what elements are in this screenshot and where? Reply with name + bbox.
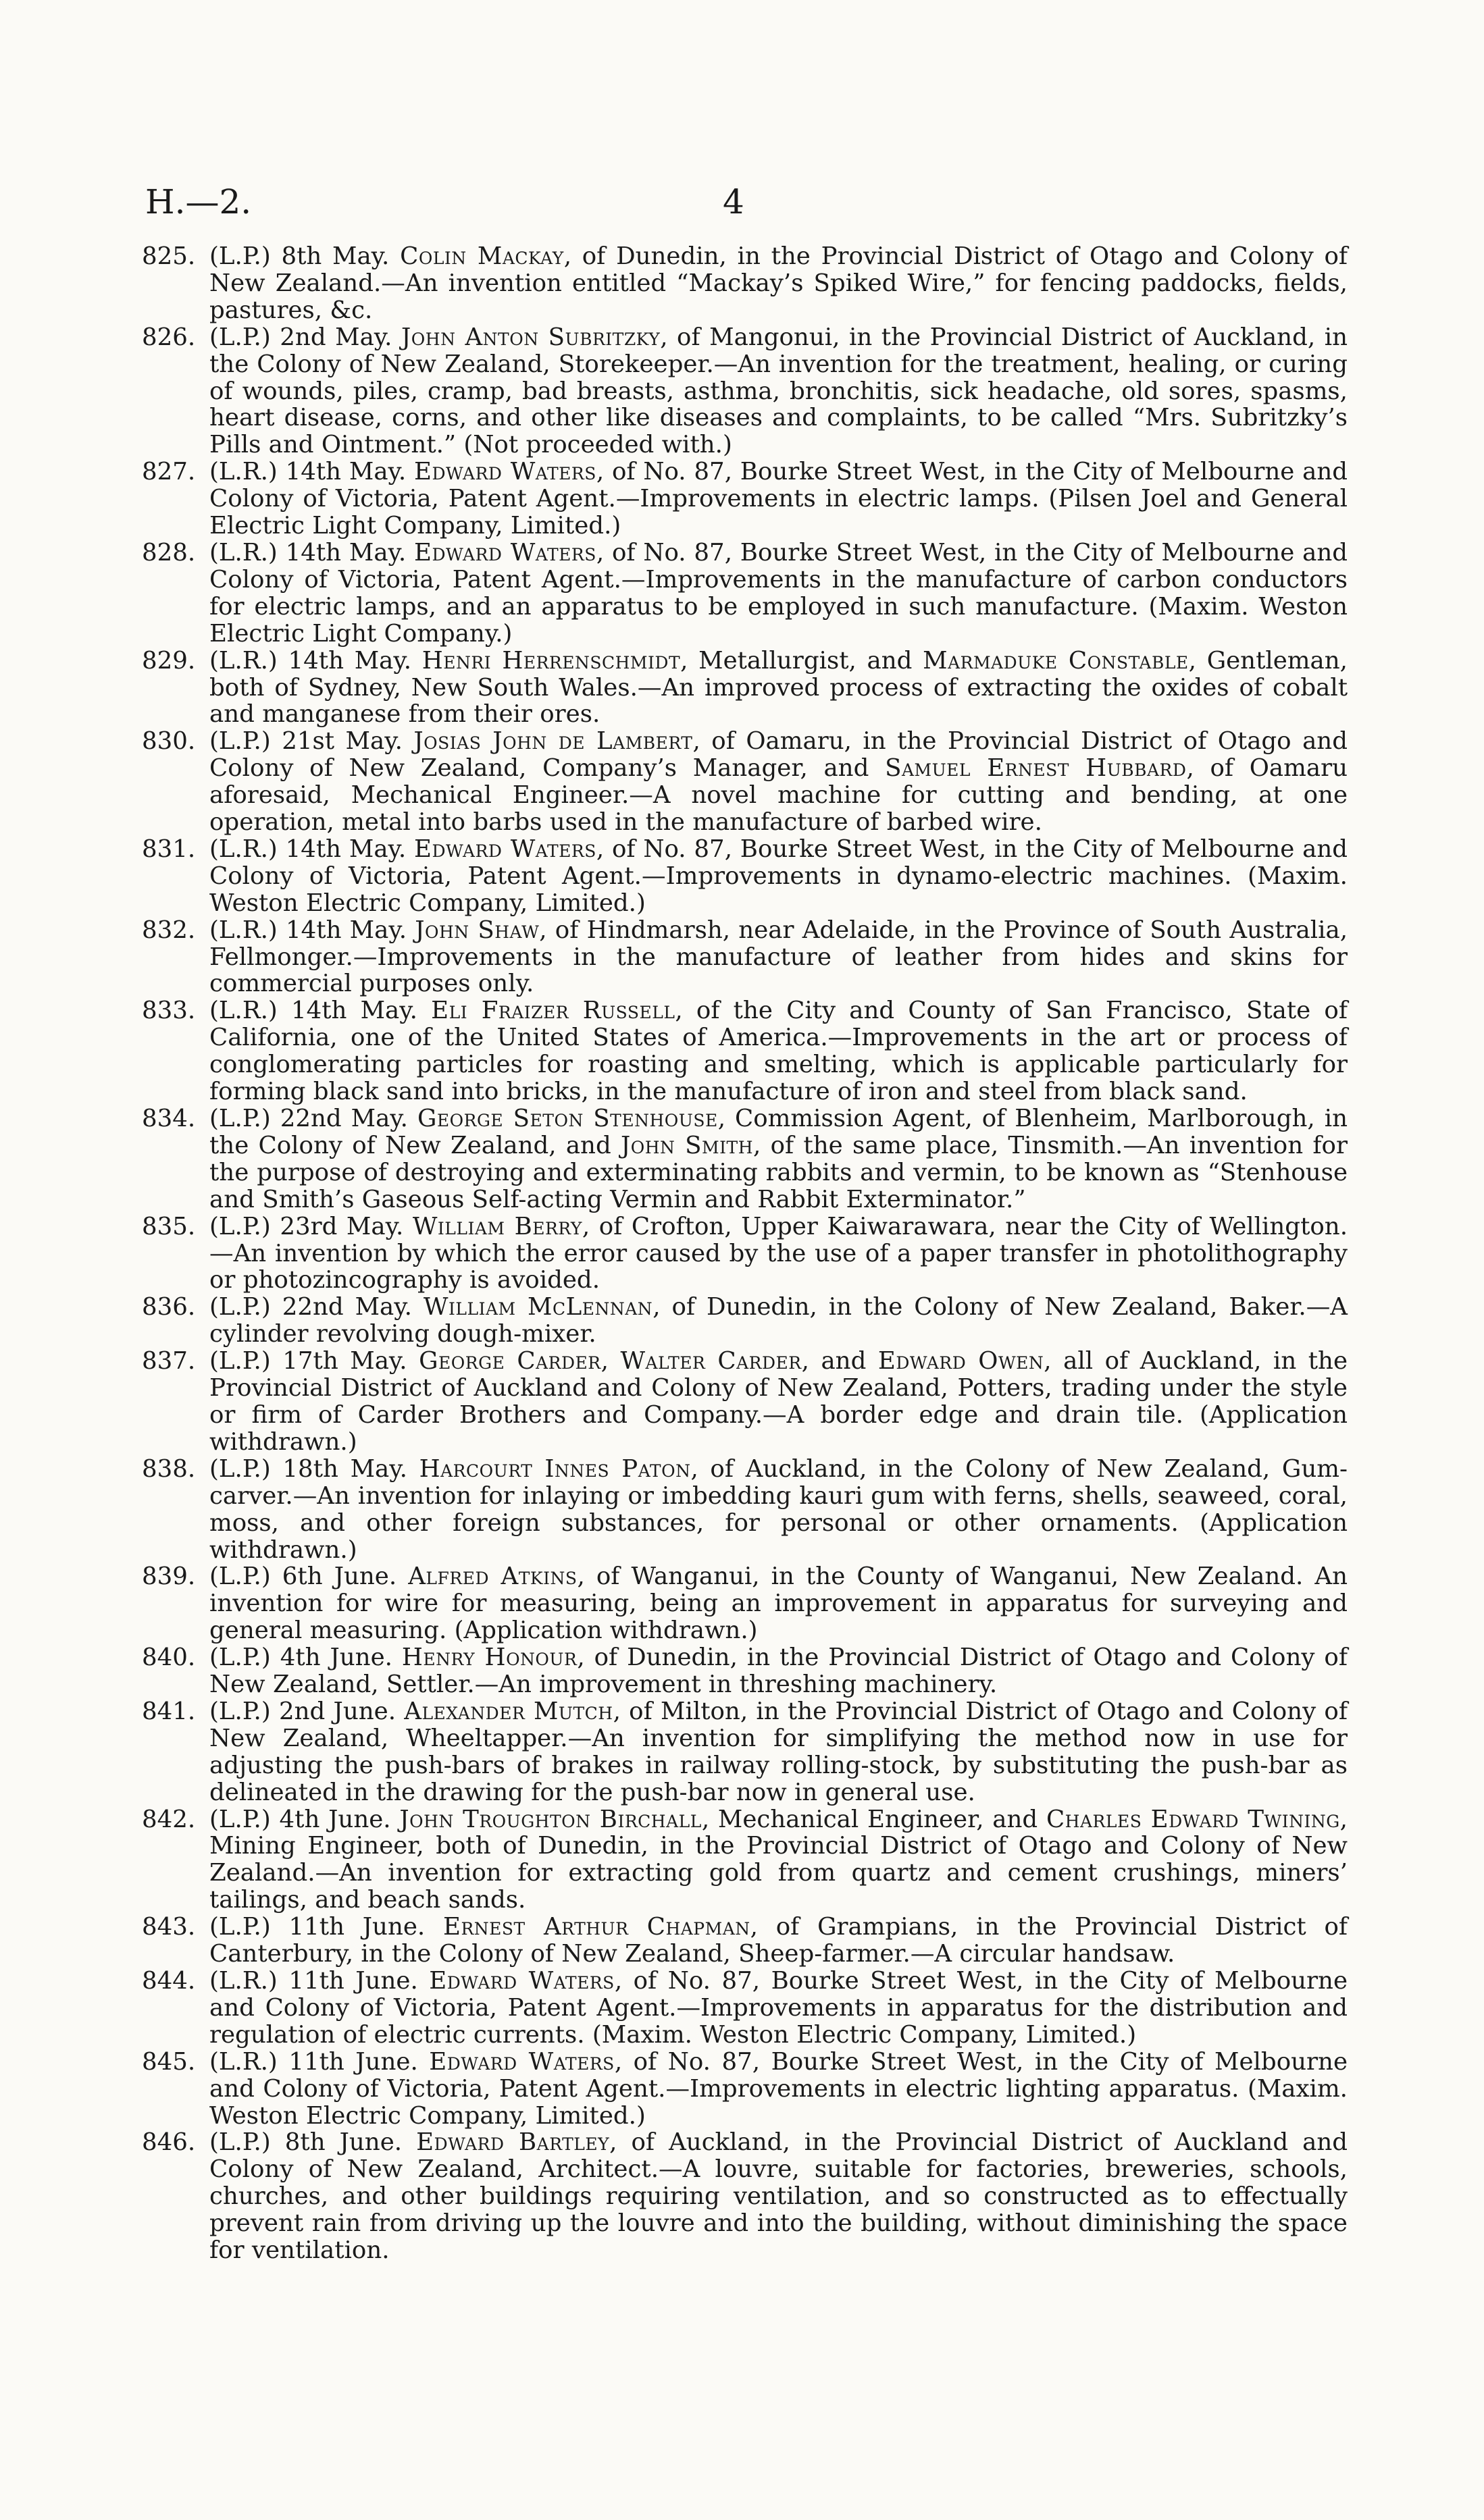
applicant-name: Edward Waters <box>414 538 596 567</box>
entry-number: 832. <box>142 916 196 944</box>
entry-number: 828. <box>142 538 196 567</box>
entry-number: 844. <box>142 1967 196 1995</box>
entry-text: Ernest Arthur Chapman, of Grampians, in the Provincial District of Canterbury, in the Colony of New Zealand, Sheep-farmer.—A circular handsaw. <box>209 1913 1348 1968</box>
patent-entry <box>142 1456 1348 1564</box>
entry-number: 843. <box>142 1913 196 1941</box>
entry-date: 14th May. <box>285 835 407 863</box>
entry-number: 840. <box>142 1644 196 1672</box>
entry-date: 14th May. <box>290 997 417 1025</box>
patent-entry <box>142 917 1348 998</box>
entry-text: Josias John de Lambert, of Oamaru, in the Provincial District of Otago and Colony of New Zealand, Company’s Manager, and Samuel Ernest Hubbard, of Oamaru aforesaid, Mechanical Engineer.—A novel machine for cutting and bending, at one operation, metal into barbs used in the manufacture of barbed wire. <box>209 727 1348 837</box>
applicant-name: Edward Bartley <box>416 2128 610 2157</box>
entry-number: 830. <box>142 727 196 756</box>
entry-number: 825. <box>142 242 196 270</box>
entry-number: 842. <box>142 1805 196 1833</box>
applicant-name: Edward Waters <box>429 2047 615 2076</box>
entry-text: George Carder, Walter Carder, and Edward Owen, all of Auckland, in the Provincial District of Auckland and Colony of New Zealand, Potters, trading under the style or firm of Carder Brothers and Company.—A border edge and drain tile. (Application withdrawn.) <box>209 1347 1348 1456</box>
entry-date: 11th June. <box>288 1913 426 1941</box>
applicant-name: Harcourt Innes Paton <box>419 1454 691 1483</box>
entry-type: (L.R.) <box>209 458 278 486</box>
entry-date: 2nd May. <box>280 323 392 351</box>
applicant-name: George Carder <box>419 1347 601 1375</box>
entry-text: Eli Fraizer Russell, of the City and County of San Francisco, State of California, one of the United States of America.—Improvements in the art or process of conglomerating particles for roasting and smelting, which is applicable particularly for forming black sand into bricks, in the manufacture of iron and steel from black sand. <box>209 997 1348 1106</box>
applicant-name: Marmaduke Constable <box>923 646 1189 675</box>
entry-date: 22nd May. <box>282 1293 412 1321</box>
entry-number: 837. <box>142 1347 196 1375</box>
entry-text: John Anton Subritzky, of Mangonui, in the Provincial District of Auckland, in the Colony of New Zealand, Storekeeper.—An invention for the treatment, healing, or curing of wounds, piles, cramp, bad breasts, asthma, bronchitis, sick headache, old sores, spasms, heart disease, corns, and other like diseases and complaints, to be called “Mrs. Subritzky’s Pills and Ointment.” (Not proceeded with.) <box>209 323 1348 459</box>
patent-entry <box>142 1348 1348 1456</box>
patent-entry <box>142 1698 1348 1806</box>
patent-entry <box>142 1213 1348 1294</box>
entry-type: (L.R.) <box>209 835 278 863</box>
entry-text: Edward Waters, of No. 87, Bourke Street West, in the City of Melbourne and Colony of Victoria, Patent Agent.—Improvements in dynamo-electric machines. (Maxim. Weston Electric Company, Limited.) <box>209 835 1348 917</box>
entry-text: Edward Waters, of No. 87, Bourke Street West, in the City of Melbourne and Colony of Victoria, Patent Agent.—Improvements in apparatus for the distribution and regulation of electric currents. (Maxim. Weston Electric Company, Limited.) <box>209 1967 1348 2049</box>
applicant-name: Walter Carder <box>620 1347 802 1375</box>
entry-date: 23rd May. <box>280 1212 404 1240</box>
applicant-name: Charles Edward Twining <box>1046 1805 1340 1833</box>
applicant-name: Alexander Mutch <box>404 1697 613 1725</box>
applicant-name: John Shaw <box>415 916 540 944</box>
entry-text: William McLennan, of Dunedin, in the Colony of New Zealand, Baker.—A cylinder revolving dough-mixer. <box>209 1293 1348 1348</box>
patent-entry <box>142 324 1348 459</box>
applicant-name: John Anton Subritzky <box>401 323 661 351</box>
entry-number: 836. <box>142 1293 196 1321</box>
patent-entry <box>142 540 1348 648</box>
patent-entry <box>142 1105 1348 1213</box>
entry-number: 845. <box>142 2047 196 2076</box>
applicant-name: Ernest Arthur Chapman <box>443 1913 750 1941</box>
entry-type: (L.P.) <box>209 1563 271 1591</box>
applicant-name: Samuel Ernest Hubbard <box>885 754 1187 783</box>
entry-type: (L.P.) <box>209 242 271 270</box>
entry-number: 831. <box>142 835 196 863</box>
entry-number: 838. <box>142 1454 196 1483</box>
entry-type: (L.R.) <box>209 997 278 1025</box>
entry-type: (L.R.) <box>209 2047 278 2076</box>
applicant-name: Alfred Atkins <box>408 1563 578 1591</box>
entry-type: (L.R.) <box>209 538 278 567</box>
entry-text: Edward Bartley, of Auckland, in the Provincial District of Auckland and Colony of New Zealand, Architect.—A louvre, suitable for factories, breweries, schools, churches, and other buildings requiring ventilation, and so constructed as to effectually prevent rain from driving up the louvre and into the building, without diminishing the space for ventilation. <box>209 2128 1348 2265</box>
patent-entry <box>142 1644 1348 1698</box>
entry-type: (L.P.) <box>209 1913 271 1941</box>
entry-type: (L.R.) <box>209 646 278 675</box>
entry-type: (L.P.) <box>209 727 271 756</box>
entry-date: 18th May. <box>282 1454 407 1483</box>
entry-text: Alexander Mutch, of Milton, in the Provincial District of Otago and Colony of New Zealand, Wheeltapper.—An invention for simplifying the method now in use for adjusting the push-bars of brakes in railway rolling-stock, by substituting the push-bar as delineated in the drawing for the push-bar now in general use. <box>209 1697 1348 1806</box>
page-header <box>145 182 1334 236</box>
entry-text: George Seton Stenhouse, Commission Agent, of Blenheim, Marlborough, in the Colony of New Zealand, and John Smith, of the same place, Tinsmith.—An invention for the purpose of destroying and exterminating rabbits and vermin, to be known as “Stenhouse and Smith’s Gaseous Self-acting Vermin and Rabbit Exterminator.” <box>209 1105 1348 1213</box>
entry-number: 841. <box>142 1697 196 1725</box>
entry-number: 826. <box>142 323 196 351</box>
entry-type: (L.P.) <box>209 1105 271 1132</box>
patent-entry <box>142 243 1348 324</box>
applicant-name: William McLennan <box>423 1293 653 1321</box>
entry-text: William Berry, of Crofton, Upper Kaiwarawara, near the City of Wellington.—An invention by which the error caused by the use of a paper transfer in photolithography or photozincography is avoided. <box>209 1212 1348 1294</box>
entry-type: (L.P.) <box>209 1805 271 1833</box>
patent-entry <box>142 1914 1348 1968</box>
entry-date: 4th June. <box>280 1644 392 1672</box>
entry-date: 22nd May. <box>280 1105 408 1132</box>
entry-type: (L.P.) <box>209 1697 271 1725</box>
document-reference: H.—2. <box>145 182 252 221</box>
patent-entry <box>142 458 1348 540</box>
entry-number: 833. <box>142 997 196 1025</box>
entry-type: (L.P.) <box>209 323 271 351</box>
entry-date: 2nd June. <box>278 1697 396 1725</box>
entry-type: (L.P.) <box>209 1454 271 1483</box>
entry-type: (L.P.) <box>209 1644 271 1672</box>
applicant-name: Henry Honour <box>401 1644 578 1672</box>
applicant-name: Josias John de Lambert <box>413 727 693 756</box>
applicant-name: Colin Mackay <box>400 242 564 270</box>
applicant-name: Henri Herrenschmidt <box>421 646 681 675</box>
patent-entry <box>142 2129 1348 2264</box>
entry-date: 8th June. <box>284 2128 403 2157</box>
patent-entry <box>142 1806 1348 1914</box>
patent-entries-list <box>142 243 1348 2264</box>
entry-date: 8th May. <box>281 242 390 270</box>
patent-entry <box>142 648 1348 729</box>
applicant-name: Edward Waters <box>429 1967 615 1995</box>
entry-type: (L.P.) <box>209 2128 271 2157</box>
entry-number: 835. <box>142 1212 196 1240</box>
applicant-name: William Berry <box>412 1212 582 1240</box>
entry-date: 17th May. <box>282 1347 407 1375</box>
page-number: 4 <box>723 182 744 221</box>
entry-text: John Shaw, of Hindmarsh, near Adelaide, in the Province of South Australia, Fellmonger.—Improvements in the manufacture of leather from hides and skins for commercial purposes only. <box>209 916 1348 998</box>
entry-date: 14th May. <box>285 538 407 567</box>
patent-entry <box>142 997 1348 1105</box>
entry-text: Henry Honour, of Dunedin, in the Provincial District of Otago and Colony of New Zealand, Settler.—An improvement in threshing machinery. <box>209 1644 1348 1699</box>
entry-date: 14th May. <box>286 916 407 944</box>
entry-type: (L.P.) <box>209 1212 271 1240</box>
entry-date: 6th June. <box>282 1563 397 1591</box>
entry-text: Edward Waters, of No. 87, Bourke Street West, in the City of Melbourne and Colony of Victoria, Patent Agent.—Improvements in electric lighting apparatus. (Maxim. Weston Electric Company, Limited.) <box>209 2047 1348 2130</box>
entry-date: 4th June. <box>279 1805 391 1833</box>
entry-text: Harcourt Innes Paton, of Auckland, in the Colony of New Zealand, Gum-carver.—An invention for inlaying or imbedding kauri gum with ferns, shells, seaweed, coral, moss, and other foreign substances, for personal or other ornaments. (Application withdrawn.) <box>209 1454 1348 1564</box>
entry-date: 14th May. <box>288 646 412 675</box>
patent-entry <box>142 836 1348 917</box>
applicant-name: John Smith <box>620 1131 754 1159</box>
entry-date: 14th May. <box>285 458 407 486</box>
patent-entry <box>142 2049 1348 2130</box>
entry-text: Edward Waters, of No. 87, Bourke Street West, in the City of Melbourne and Colony of Victoria, Patent Agent.—Improvements in the manufacture of carbon conductors for electric lamps, and an apparatus to be employed in such manufacture. (Maxim. Weston Electric Light Company.) <box>209 538 1348 648</box>
entry-number: 834. <box>142 1105 196 1132</box>
entry-number: 839. <box>142 1563 196 1591</box>
entry-type: (L.P.) <box>209 1293 271 1321</box>
entry-type: (L.R.) <box>209 1967 278 1995</box>
entry-type: (L.P.) <box>209 1347 271 1375</box>
applicant-name: Edward Owen <box>877 1347 1044 1375</box>
entry-date: 11th June. <box>288 1967 418 1995</box>
applicant-name: Edward Waters <box>414 835 596 863</box>
entry-text: John Troughton Birchall, Mechanical Engineer, and Charles Edward Twining, Mining Engineer, both of Dunedin, in the Provincial District of Otago and Colony of New Zealand.—An invention for extracting gold from quartz and cement crushings, miners’ tailings, and beach sands. <box>209 1805 1348 1914</box>
entry-number: 827. <box>142 458 196 486</box>
applicant-name: John Troughton Birchall <box>399 1805 702 1833</box>
applicant-name: Edward Waters <box>414 458 596 486</box>
patent-entry <box>142 1563 1348 1644</box>
patent-entry <box>142 1968 1348 2049</box>
applicant-name: George Seton Stenhouse <box>417 1105 718 1132</box>
entry-text: Colin Mackay, of Dunedin, in the Provincial District of Otago and Colony of New Zealand.—An invention entitled “Mackay’s Spiked Wire,” for fencing paddocks, fields, pastures, &c. <box>209 242 1348 324</box>
entry-number: 829. <box>142 646 196 675</box>
entry-text: Edward Waters, of No. 87, Bourke Street West, in the City of Melbourne and Colony of Victoria, Patent Agent.—Improvements in electric lamps. (Pilsen Joel and General Electric Light Company, Limited.) <box>209 458 1348 540</box>
entry-type: (L.R.) <box>209 916 278 944</box>
entry-date: 11th June. <box>288 2047 418 2076</box>
applicant-name: Eli Fraizer Russell <box>431 997 675 1025</box>
patent-entry <box>142 728 1348 836</box>
entry-text: Henri Herrenschmidt, Metallurgist, and Marmaduke Constable, Gentleman, both of Sydney, New South Wales.—An improved process of extracting the oxides of cobalt and manganese from their ores. <box>209 646 1348 729</box>
entry-text: Alfred Atkins, of Wanganui, in the County of Wanganui, New Zealand. An invention for wire for measuring, being an improvement in apparatus for surveying and general measuring. (Application withdrawn.) <box>209 1563 1348 1645</box>
entry-number: 846. <box>142 2128 196 2157</box>
entry-date: 21st May. <box>282 727 403 756</box>
patent-entry <box>142 1294 1348 1348</box>
